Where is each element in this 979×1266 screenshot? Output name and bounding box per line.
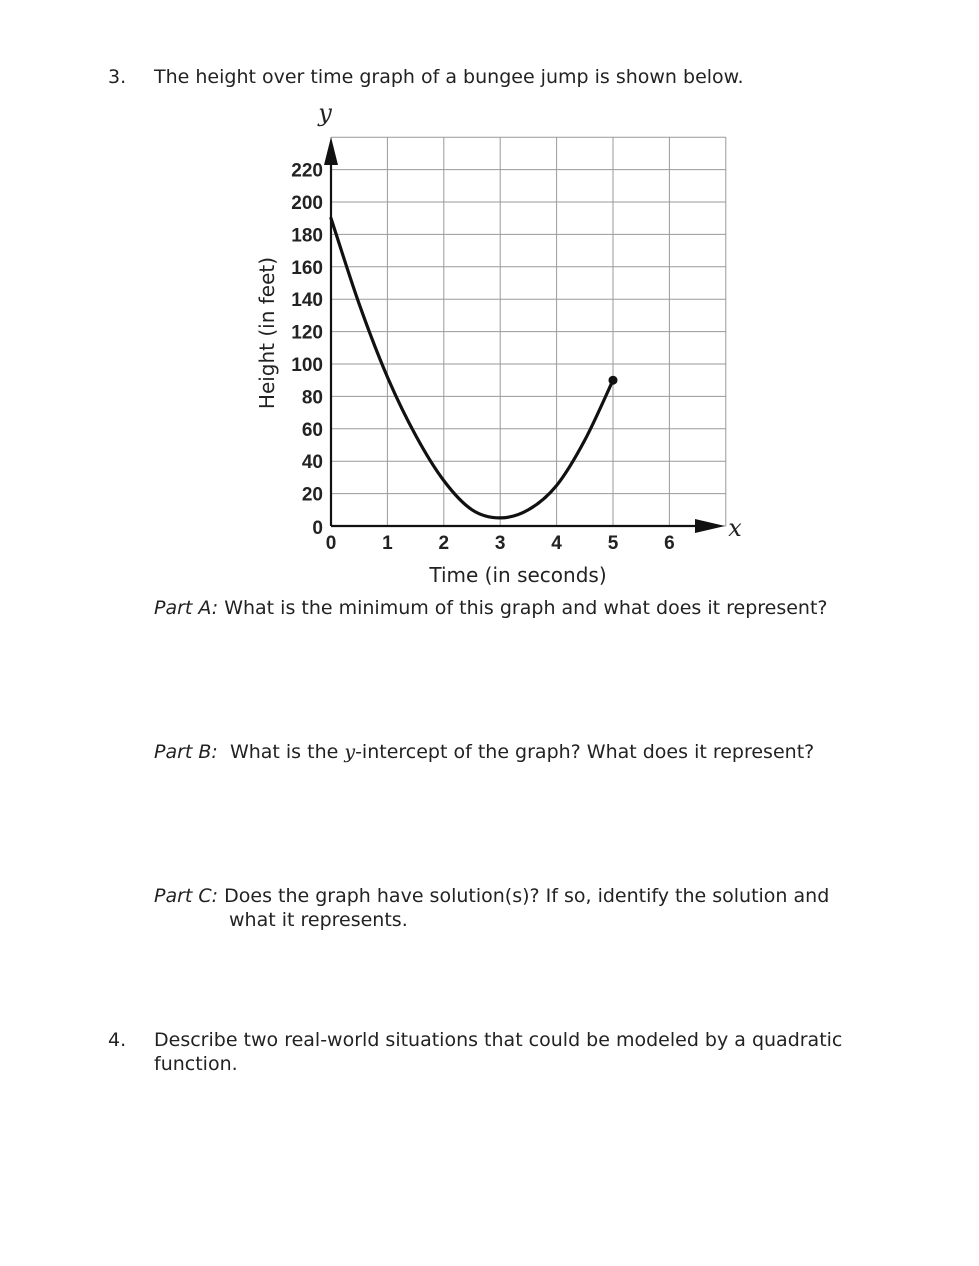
origin-y-tick-label: 0 <box>312 518 323 539</box>
question-3-prompt: The height over time graph of a bungee jump is shown below. <box>154 66 744 88</box>
part-b-question-end: -intercept of the graph? What does it represent? <box>355 741 815 763</box>
x-tick-label: 6 <box>664 533 675 554</box>
part-c-label: Part C: <box>154 885 219 907</box>
part-b-variable: y <box>344 741 356 763</box>
x-tick-label: 3 <box>494 533 506 554</box>
question-4-line1: Describe two real-world situations that could be modeled by a quadratic <box>154 1029 843 1051</box>
part-a-question: What is the minimum of this graph and what does it represent? <box>224 597 828 619</box>
y-tick-label: 160 <box>291 257 323 279</box>
y-tick-label: 40 <box>301 452 323 474</box>
question-4-line2: function. <box>154 1053 238 1075</box>
curve-endpoint-dot <box>609 376 618 385</box>
y-tick-label: 60 <box>301 419 323 441</box>
y-axis-label: Height (in feet) <box>255 256 279 410</box>
x-axis-arrow <box>695 519 725 533</box>
part-b-label: Part B: <box>154 741 218 763</box>
part-a-label: Part A: <box>154 597 219 619</box>
y-tick-label: 200 <box>291 193 323 214</box>
y-tick-label: 180 <box>291 225 323 247</box>
part-c <box>154 884 829 908</box>
x-tick-label: 5 <box>607 533 619 554</box>
y-tick-labels <box>291 161 323 506</box>
question-4-number: 4. <box>108 1029 127 1051</box>
part-b <box>154 740 814 764</box>
y-tick-label: 120 <box>291 322 323 344</box>
question-3-number: 3. <box>108 66 127 88</box>
part-b-question-start: What is the <box>229 741 345 763</box>
y-tick-label: 80 <box>301 387 323 409</box>
x-tick-label: 0 <box>325 533 337 554</box>
y-tick-label: 20 <box>301 484 323 506</box>
y-axis-arrow <box>324 137 338 165</box>
part-a <box>154 596 828 620</box>
x-axis-variable: x <box>728 514 742 542</box>
part-c-question-line2: what it represents. <box>229 909 408 931</box>
part-c-question-line1: Does the graph have solution(s)? If so, identify the solution and <box>224 885 830 907</box>
bungee-height-graph <box>0 0 979 600</box>
y-tick-label: 100 <box>291 355 323 376</box>
x-axis-label: Time (in seconds) <box>429 563 607 587</box>
y-tick-label: 140 <box>291 290 323 312</box>
y-axis-variable: y <box>318 99 332 127</box>
x-tick-labels <box>326 533 675 554</box>
height-curve <box>331 218 613 518</box>
chart-axes <box>324 137 725 533</box>
chart-grid <box>331 137 726 526</box>
x-tick-label: 1 <box>382 533 393 554</box>
x-tick-label: 2 <box>438 533 450 554</box>
x-tick-label: 4 <box>551 533 562 554</box>
y-tick-label: 220 <box>291 160 323 182</box>
